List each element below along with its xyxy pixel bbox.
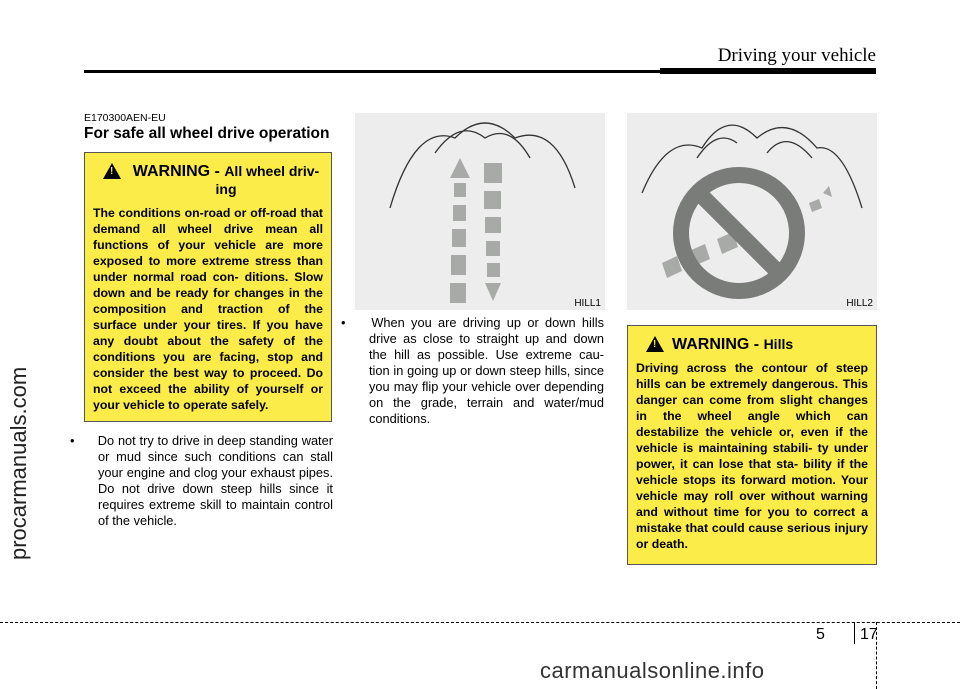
chapter-number: 5 (816, 626, 825, 643)
side-watermark: procarmanuals.com (6, 366, 31, 560)
warning-label: WARNING - (132, 163, 220, 180)
warning-text: The conditions on-road or off-road that demand all wheel drive mean all functions of your vehicle are more exposed to more extreme stress than under normal road con- ditions. Slow down and be ready for changes in the composition and traction of the surface under your tires. If you have any doubt about the safety of the conditions you are facing, stop and consider the best way to proceed. Do not exceed the ability of yourself or your vehicle to operate safely. (93, 206, 323, 412)
page-number: 17 (860, 626, 878, 643)
footer-watermark: carmanualsonline.info (540, 658, 765, 683)
warning-box-hills (627, 325, 877, 565)
bullet-deep-water (70, 433, 333, 529)
image-label: HILL1 (574, 298, 601, 309)
warning-text: Driving across the contour of steep hills can be extremely dangerous. This danger can come from slight changes in the wheel angle which can destabilize the vehicle or, even if the vehicle is maintaining stabili- ty under power, it can lose that sta- bility if the vehicle stops its forward motion. Your vehicle may roll over without warning and without time for you to correct a mistake that could cause serious injury or death. (636, 361, 868, 551)
footer-rule (0, 622, 960, 623)
no-cross-slope-icon (627, 113, 877, 310)
hill1-illustration (355, 113, 605, 310)
bullet-hills (341, 315, 604, 427)
section-code: E170300AEN-EU (84, 112, 166, 124)
section-heading: For safe all wheel drive operation (84, 125, 330, 142)
warning-icon: ! (103, 163, 121, 179)
bullet-text: When you are driving up or down hills drive as close to straight up and down the hill as possible. Use extreme cau- tion in going up or down steep hills, since you may flip your vehicle over depending on the grade, terrain and water/mud conditions. (369, 315, 604, 426)
warning-icon: ! (646, 336, 664, 352)
bullet-text: Do not try to drive in deep standing water or mud since such conditions can stall your engine and clog your exhaust pipes. Do not drive down steep hills since it requires extreme skill to maintain control of the vehicle. (97, 433, 333, 528)
warning-label: WARNING - (672, 336, 760, 353)
hill2-illustration (627, 113, 877, 310)
warning-box-awd (84, 152, 332, 422)
warning-sub: All wheel driv- ing (215, 163, 320, 197)
image-label: HILL2 (846, 298, 873, 309)
section-title: Driving your vehicle (717, 45, 876, 66)
warning-title (636, 336, 868, 354)
page-number-separator (854, 622, 855, 644)
bullet-dot: • (341, 315, 346, 330)
header-rule-accent (660, 68, 876, 74)
warning-sub: Hills (763, 336, 794, 352)
hill-straight-icon (355, 113, 605, 310)
bullet-dot: • (70, 433, 75, 448)
warning-title (93, 163, 323, 199)
